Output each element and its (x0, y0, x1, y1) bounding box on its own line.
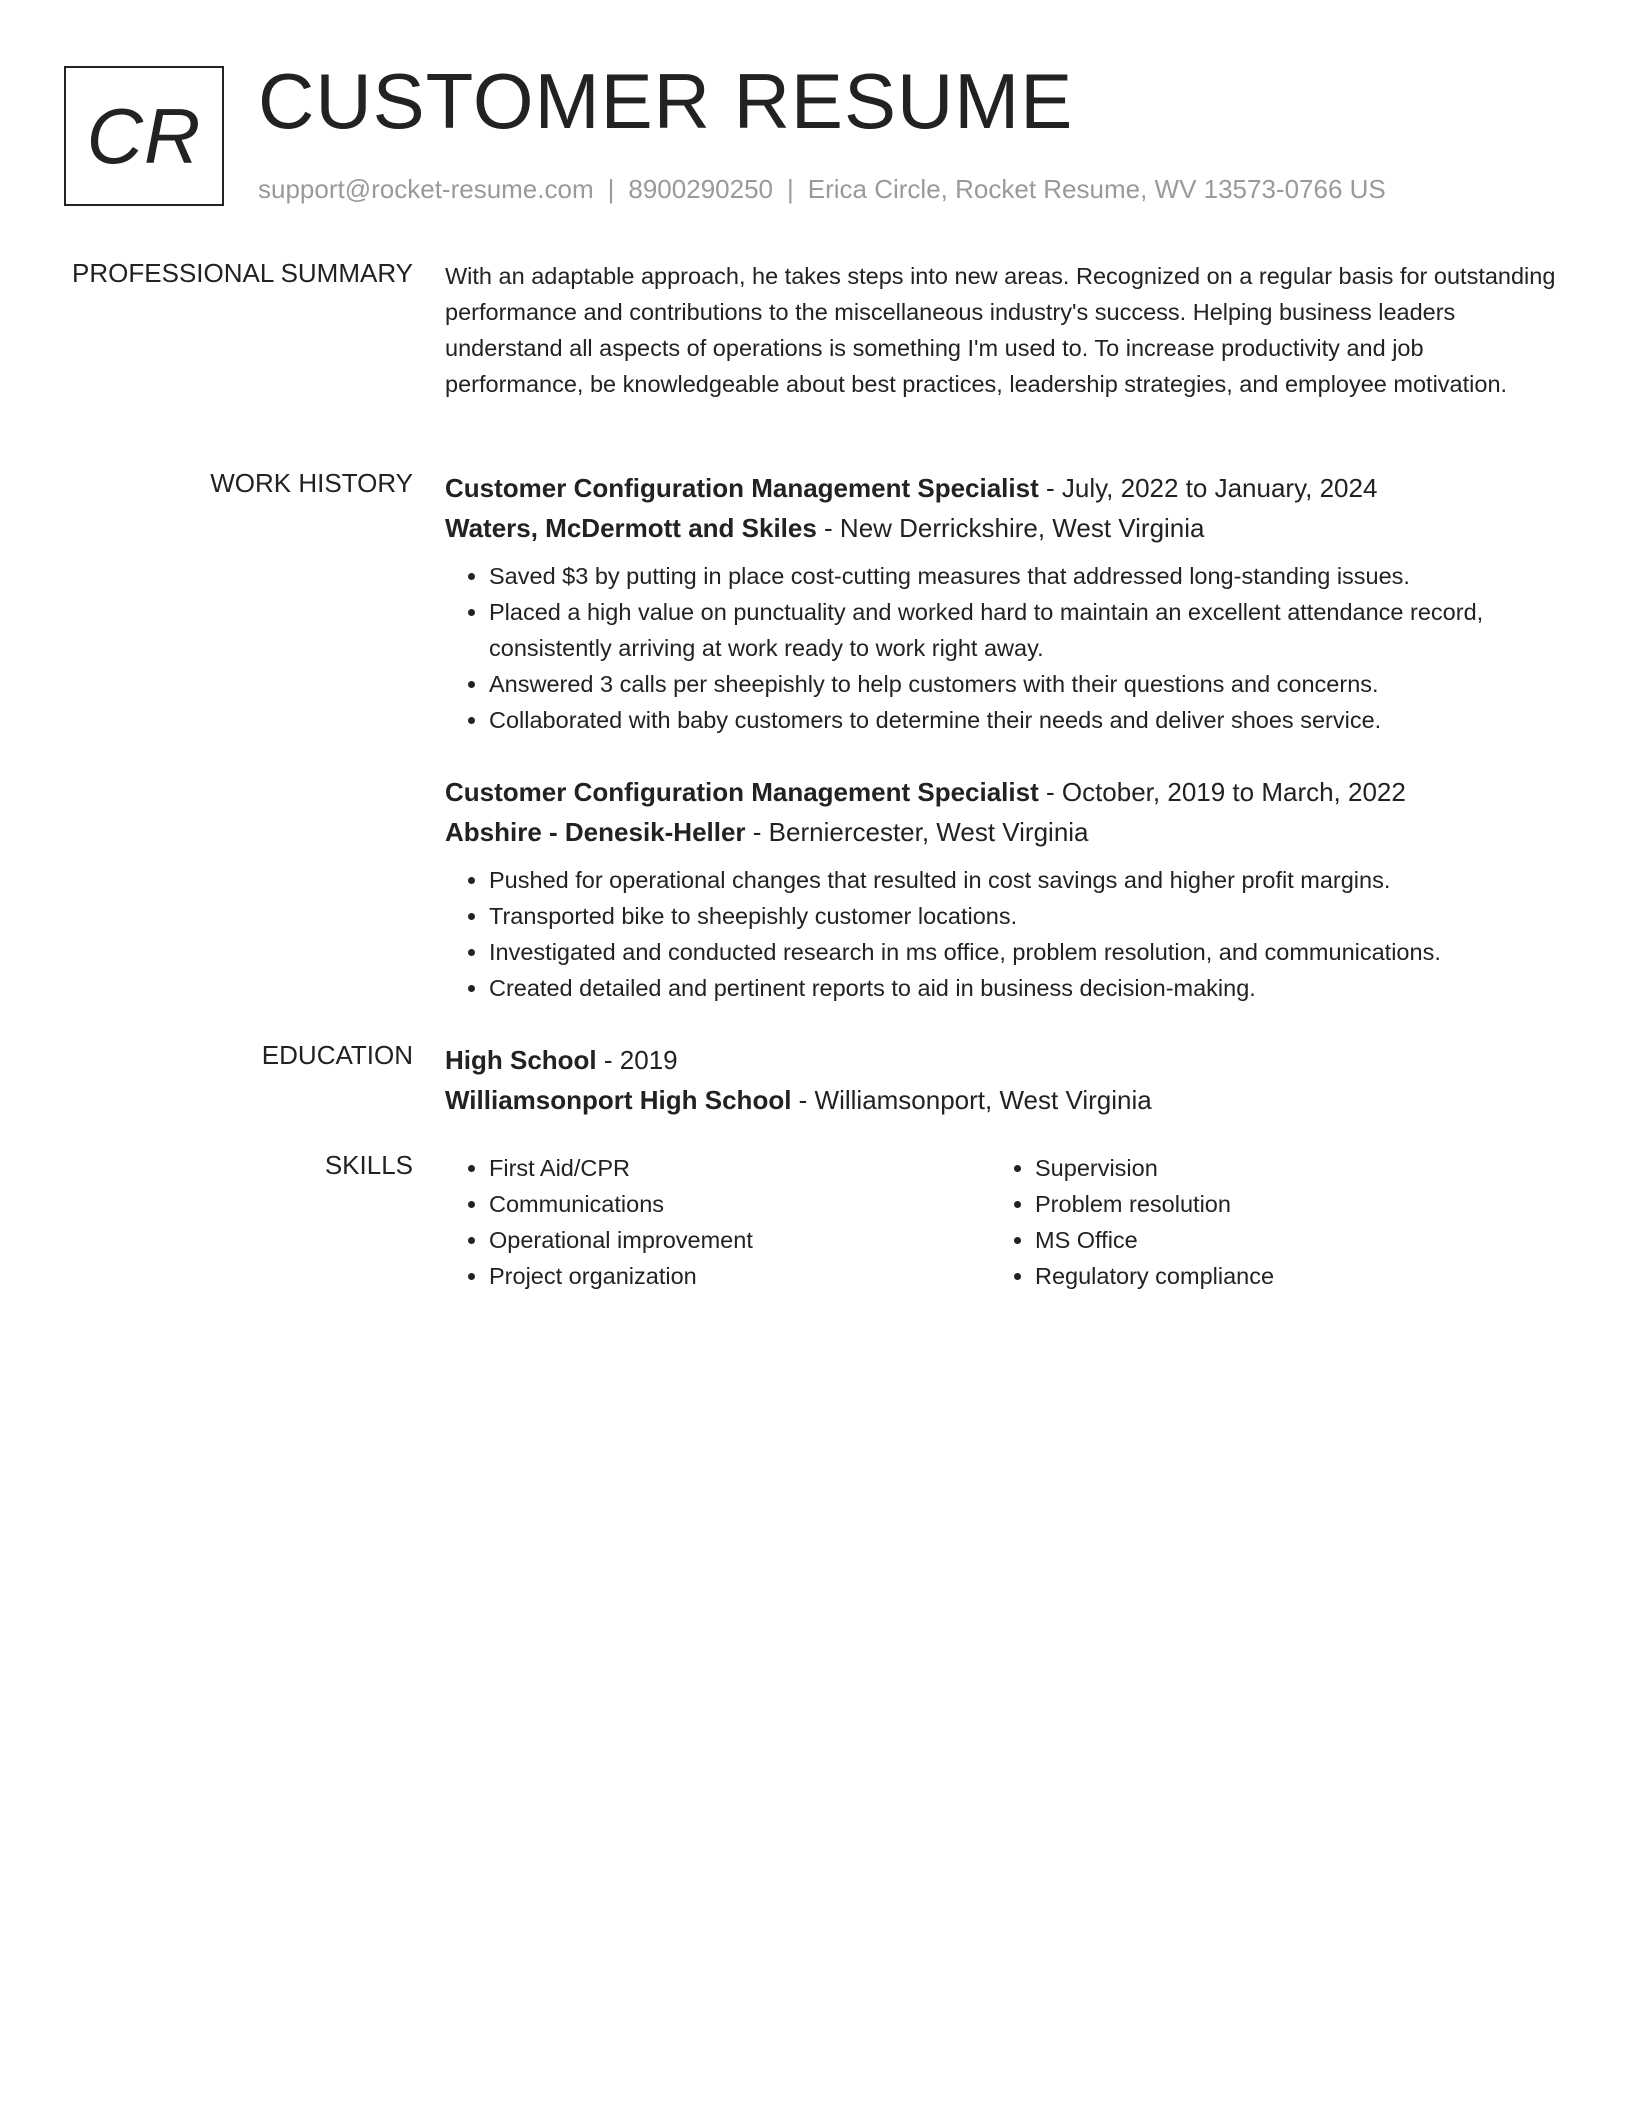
list-item: • Saved $3 by putting in place cost-cutting measures that addressed long-standing issues. (489, 558, 1565, 594)
education-year: - 2019 (596, 1045, 678, 1075)
skill-item: • First Aid/CPR (489, 1150, 991, 1186)
education-school-line (445, 1080, 1565, 1120)
education-location: - Williamsonport, West Virginia (791, 1085, 1152, 1115)
skill-item: • MS Office (1035, 1222, 1537, 1258)
job-dates: - July, 2022 to January, 2024 (1038, 473, 1378, 503)
skill-item: • Communications (489, 1186, 991, 1222)
job-entry (445, 468, 1565, 738)
skills-list-left (445, 1150, 991, 1294)
education-degree-line (445, 1040, 1565, 1080)
job-entry (445, 772, 1565, 1006)
monogram-logo: CR (64, 66, 224, 206)
skill-item: • Project organization (489, 1258, 991, 1294)
list-item: • Pushed for operational changes that resulted in cost savings and higher profit margins. (489, 862, 1565, 898)
skill-item: • Operational improvement (489, 1222, 991, 1258)
job-title-line (445, 772, 1565, 812)
job-title: Customer Configuration Management Specialist (445, 473, 1039, 503)
skill-item: • Supervision (1035, 1150, 1537, 1186)
job-company-line (445, 508, 1565, 548)
job-company-line (445, 812, 1565, 852)
job-location: - New Derrickshire, West Virginia (816, 513, 1205, 543)
job-bullets (445, 558, 1565, 738)
section-label-skills: SKILLS (324, 1150, 413, 1180)
section-label-work-history: WORK HISTORY (210, 468, 413, 498)
contact-address: Erica Circle, Rocket Resume, WV 13573-0766 US (807, 174, 1386, 204)
section-label-education: EDUCATION (261, 1040, 413, 1070)
job-bullets (445, 862, 1565, 1006)
list-item: • Collaborated with baby customers to determine their needs and deliver shoes service. (489, 702, 1565, 738)
contact-line (258, 174, 1386, 205)
education-body (445, 1040, 1565, 1120)
resume-name: CUSTOMER RESUME (258, 57, 1074, 145)
skills-columns (445, 1150, 1565, 1294)
job-location: - Berniercester, West Virginia (745, 817, 1089, 847)
contact-separator: | (787, 174, 794, 204)
list-item: • Created detailed and pertinent reports to aid in business decision-making. (489, 970, 1565, 1006)
job-company: Waters, McDermott and Skiles (445, 513, 817, 543)
skill-item: • Problem resolution (1035, 1186, 1537, 1222)
list-item: • Answered 3 calls per sheepishly to help customers with their questions and concerns. (489, 666, 1565, 702)
contact-separator: | (607, 174, 615, 204)
job-company: Abshire - Denesik-Heller (445, 817, 746, 847)
work-history-body (445, 468, 1565, 1006)
contact-phone: 8900290250 (628, 174, 773, 204)
summary-body (445, 258, 1565, 402)
section-label-summary: PROFESSIONAL SUMMARY (72, 258, 413, 288)
contact-email: support@rocket-resume.com (258, 174, 594, 204)
education-school: Williamsonport High School (445, 1085, 792, 1115)
education-degree: High School (445, 1045, 597, 1075)
skill-item: • Regulatory compliance (1035, 1258, 1537, 1294)
list-item: • Placed a high value on punctuality and worked hard to maintain an excellent attendance record, consistently arriving at work ready to work right away. (489, 594, 1565, 666)
job-dates: - October, 2019 to March, 2022 (1038, 777, 1406, 807)
job-title: Customer Configuration Management Specialist (445, 777, 1039, 807)
skills-body (445, 1150, 1565, 1294)
list-item: • Transported bike to sheepishly customer locations. (489, 898, 1565, 934)
list-item: • Investigated and conducted research in ms office, problem resolution, and communications. (489, 934, 1565, 970)
job-title-line (445, 468, 1565, 508)
summary-text: With an adaptable approach, he takes steps into new areas. Recognized on a regular basis for outstanding performance and contributions to the miscellaneous industry's success. Helping business leaders understand all aspects of operations is something I'm used to. To increase productivity and job performance, be knowledgeable about best practices, leadership strategies, and employee motivation. (445, 263, 1556, 397)
skills-list-right (991, 1150, 1537, 1294)
